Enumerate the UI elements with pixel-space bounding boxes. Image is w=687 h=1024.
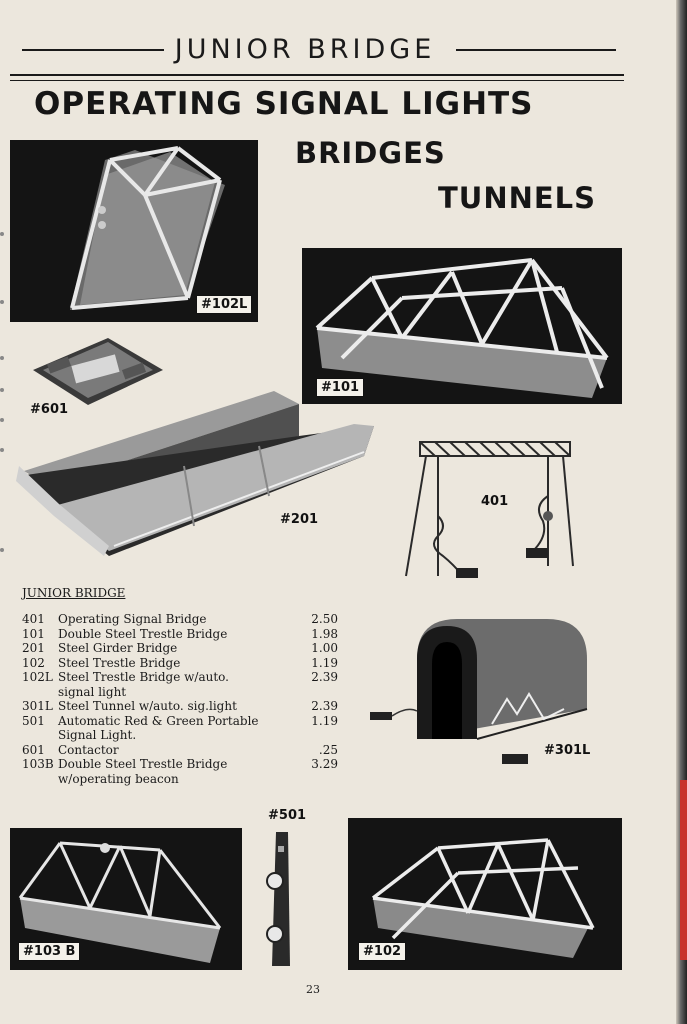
item-price: 1.19: [311, 655, 338, 670]
item-description: Double Steel Trestle Bridge: [58, 757, 228, 771]
item-number: 201: [22, 641, 45, 655]
item-number: [22, 772, 58, 787]
item-description: signal light: [58, 684, 127, 699]
price-list-row: [22, 685, 352, 700]
item-price: 1.19: [311, 713, 338, 728]
header-rule-left: [22, 49, 164, 51]
item-description: Double Steel Trestle Bridge: [58, 626, 228, 641]
item-description: Automatic Red & Green Portable: [58, 713, 259, 728]
signal-light-501-illustration: [256, 826, 306, 972]
price-list-row: [22, 656, 352, 671]
signal-bridge-401-illustration: [398, 436, 578, 584]
item-price: 1.00: [311, 641, 338, 655]
price-list-row: [22, 612, 352, 627]
item-number: 301L: [22, 699, 53, 713]
price-list-row: [22, 670, 352, 685]
price-list-heading: JUNIOR BRIDGE: [22, 586, 126, 600]
price-list-rows: [22, 612, 352, 786]
item-description: Steel Trestle Bridge: [58, 655, 181, 670]
item-number: 401: [22, 612, 45, 626]
binder-hole: [0, 300, 4, 304]
item-number: 101: [22, 626, 45, 641]
header-double-rule-bottom: [10, 80, 624, 81]
page-number: 23: [306, 983, 320, 996]
binder-hole: [0, 232, 4, 236]
item-description: Steel Tunnel w/auto. sig.light: [58, 699, 237, 713]
header-title: JUNIOR BRIDGE: [174, 34, 436, 65]
price-list-row: [22, 714, 352, 729]
price-list-row: [22, 757, 352, 772]
item-description: Steel Trestle Bridge w/auto.: [58, 670, 229, 684]
item-price: [298, 685, 338, 700]
photo-103b: [10, 828, 242, 970]
item-number: 601: [22, 742, 45, 757]
headline-bridges: BRIDGES: [295, 136, 446, 170]
item-price: [298, 772, 338, 787]
label-601: #601: [30, 402, 69, 417]
label-102l: #102L: [196, 295, 252, 314]
item-price: [298, 728, 338, 743]
item-price: 1.98: [311, 626, 338, 641]
price-list-row: [22, 743, 352, 758]
photo-201: [14, 386, 378, 558]
photo-101: [302, 248, 622, 404]
label-102: #102: [358, 942, 406, 961]
binder-hole: [0, 548, 4, 552]
photo-102l: [10, 140, 258, 322]
item-description: Contactor: [58, 742, 119, 757]
label-103b: #103 B: [18, 942, 80, 961]
girder-bridge-201-illustration: [14, 386, 378, 558]
photo-102: [348, 818, 622, 970]
photo-501: [256, 826, 306, 972]
red-tab-strip: [680, 780, 687, 960]
item-description: Steel Girder Bridge: [58, 641, 178, 655]
binder-hole: [0, 448, 4, 452]
item-description: Operating Signal Bridge: [58, 612, 207, 626]
item-price: .25: [318, 742, 338, 757]
label-401: 401: [481, 494, 509, 509]
item-description: w/operating beacon: [58, 771, 179, 786]
headline-signal-lights: OPERATING SIGNAL LIGHTS: [34, 86, 534, 122]
label-101: #101: [316, 378, 364, 397]
binder-hole: [0, 418, 4, 422]
photo-401: [398, 436, 578, 584]
item-number: [22, 685, 58, 700]
headline-tunnels: TUNNELS: [438, 181, 597, 215]
item-description: Signal Light.: [58, 728, 137, 742]
price-list-row: [22, 728, 352, 743]
price-list: [22, 586, 352, 786]
item-number: 501: [22, 713, 45, 728]
label-501: #501: [268, 808, 307, 823]
item-price: 2.39: [311, 699, 338, 713]
header-rule-right: [456, 49, 616, 51]
item-number: 102: [22, 655, 45, 670]
price-list-row: [22, 772, 352, 787]
binder-hole: [0, 388, 4, 392]
header-double-rule-top: [10, 74, 624, 76]
label-201: #201: [280, 512, 319, 527]
item-price: 2.50: [311, 612, 338, 626]
binder-hole: [0, 356, 4, 360]
item-price: 2.39: [311, 670, 338, 684]
price-list-row: [22, 699, 352, 714]
item-number: 103B: [22, 757, 54, 771]
label-301l: #301L: [544, 743, 591, 758]
item-number: 102L: [22, 670, 53, 684]
price-list-row: [22, 641, 352, 656]
price-list-row: [22, 627, 352, 642]
item-price: 3.29: [311, 757, 338, 771]
item-number: [22, 728, 58, 743]
